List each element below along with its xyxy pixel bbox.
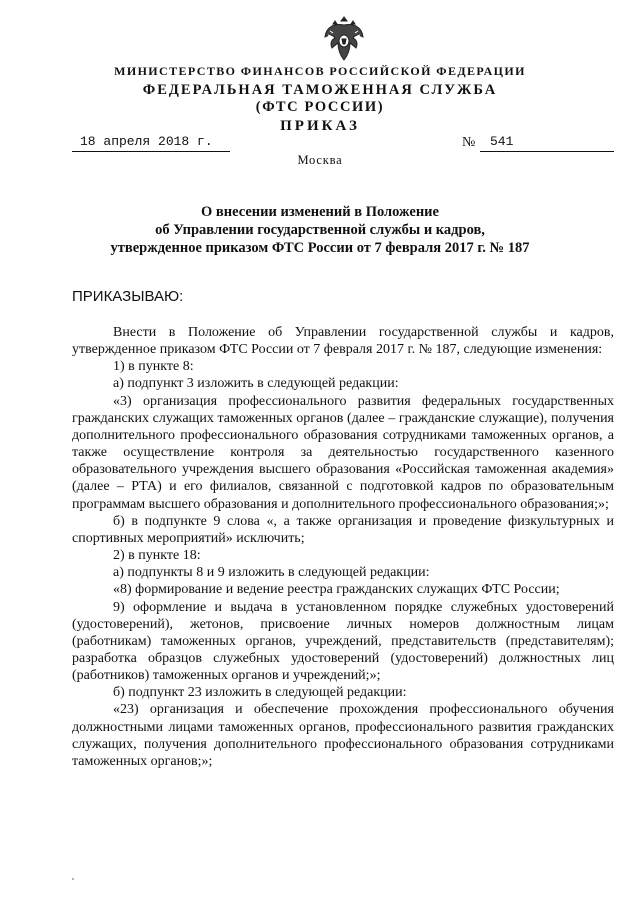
title-line-2: об Управлении государственной службы и кадров, [155, 222, 485, 238]
paragraph: 9) оформление и выдача в установленном порядке служебных удостоверений (удостоверений), жетонов, присвоение личных номеров должностным лицам (работникам) таможенных органов, учреждений, представительств (представителям); разработка образцов служебных удостоверений (удостоверений) должностных лиц (работников) таможенных органов и учреждений;»; [72, 599, 614, 684]
number-sign: № [462, 135, 476, 150]
paragraph: а) подпункт 3 изложить в следующей редакции: [113, 376, 399, 392]
order-date: 18 апреля 2018 г. [72, 133, 230, 152]
service-abbreviation: (ФТС РОССИИ) [255, 99, 385, 115]
paragraph: б) подпункт 23 изложить в следующей редакции: [113, 685, 407, 701]
double-headed-eagle-emblem [322, 13, 366, 63]
title-line-3: утвержденное приказом ФТС России от 7 февраля 2017 г. № 187 [110, 240, 530, 256]
scan-speck [72, 878, 74, 880]
paragraph: «3) организация профессионального развития федеральных государственных гражданских служащих таможенных органов (далее – гражданские служащие), получения дополнительного профессионального образования сотрудниками таможенных органов, а также осуществление контроля за деятельностью государственного казенного образовательного учреждения высшего образования «Российская таможенная академия» (далее – РТА) и его филиалов, связанной с подготовкой кадров по образовательным программам высшего образования и дополнительного профессионального образования;»; [72, 393, 614, 512]
document-type: ПРИКАЗ [280, 118, 360, 134]
order-command: ПРИКАЗЫВАЮ: [72, 288, 184, 305]
city: Москва [297, 153, 343, 167]
paragraph: Внести в Положение об Управлении государственной службы и кадров, утвержденное приказом ФТС России от 7 февраля 2017 г. № 187, следующие изменения: [72, 325, 614, 358]
paragraph: «8) формирование и ведение реестра гражданских служащих ФТС России; [113, 582, 560, 598]
document-body [72, 324, 614, 770]
service-name: ФЕДЕРАЛЬНАЯ ТАМОЖЕННАЯ СЛУЖБА [142, 82, 498, 98]
ministry-name: МИНИСТЕРСТВО ФИНАНСОВ РОССИЙСКОЙ ФЕДЕРАЦИИ [114, 64, 526, 78]
paragraph: «23) организация и обеспечение прохождения профессионального обучения должностными лицами таможенных органов, профессионального развития гражданских служащих, получения дополнительного профессионального образования сотрудниками таможенных органов;»; [72, 702, 614, 769]
paragraph: 1) в пункте 8: [113, 359, 194, 375]
paragraph: 2) в пункте 18: [113, 548, 201, 564]
title-line-1: О внесении изменений в Положение [201, 204, 439, 220]
order-number: 541 [480, 133, 614, 152]
paragraph: а) подпункты 8 и 9 изложить в следующей редакции: [113, 565, 430, 581]
paragraph: б) в подпункте 9 слова «, а также организация и проведение физкультурных и спортивных мероприятий» исключить; [72, 513, 614, 546]
